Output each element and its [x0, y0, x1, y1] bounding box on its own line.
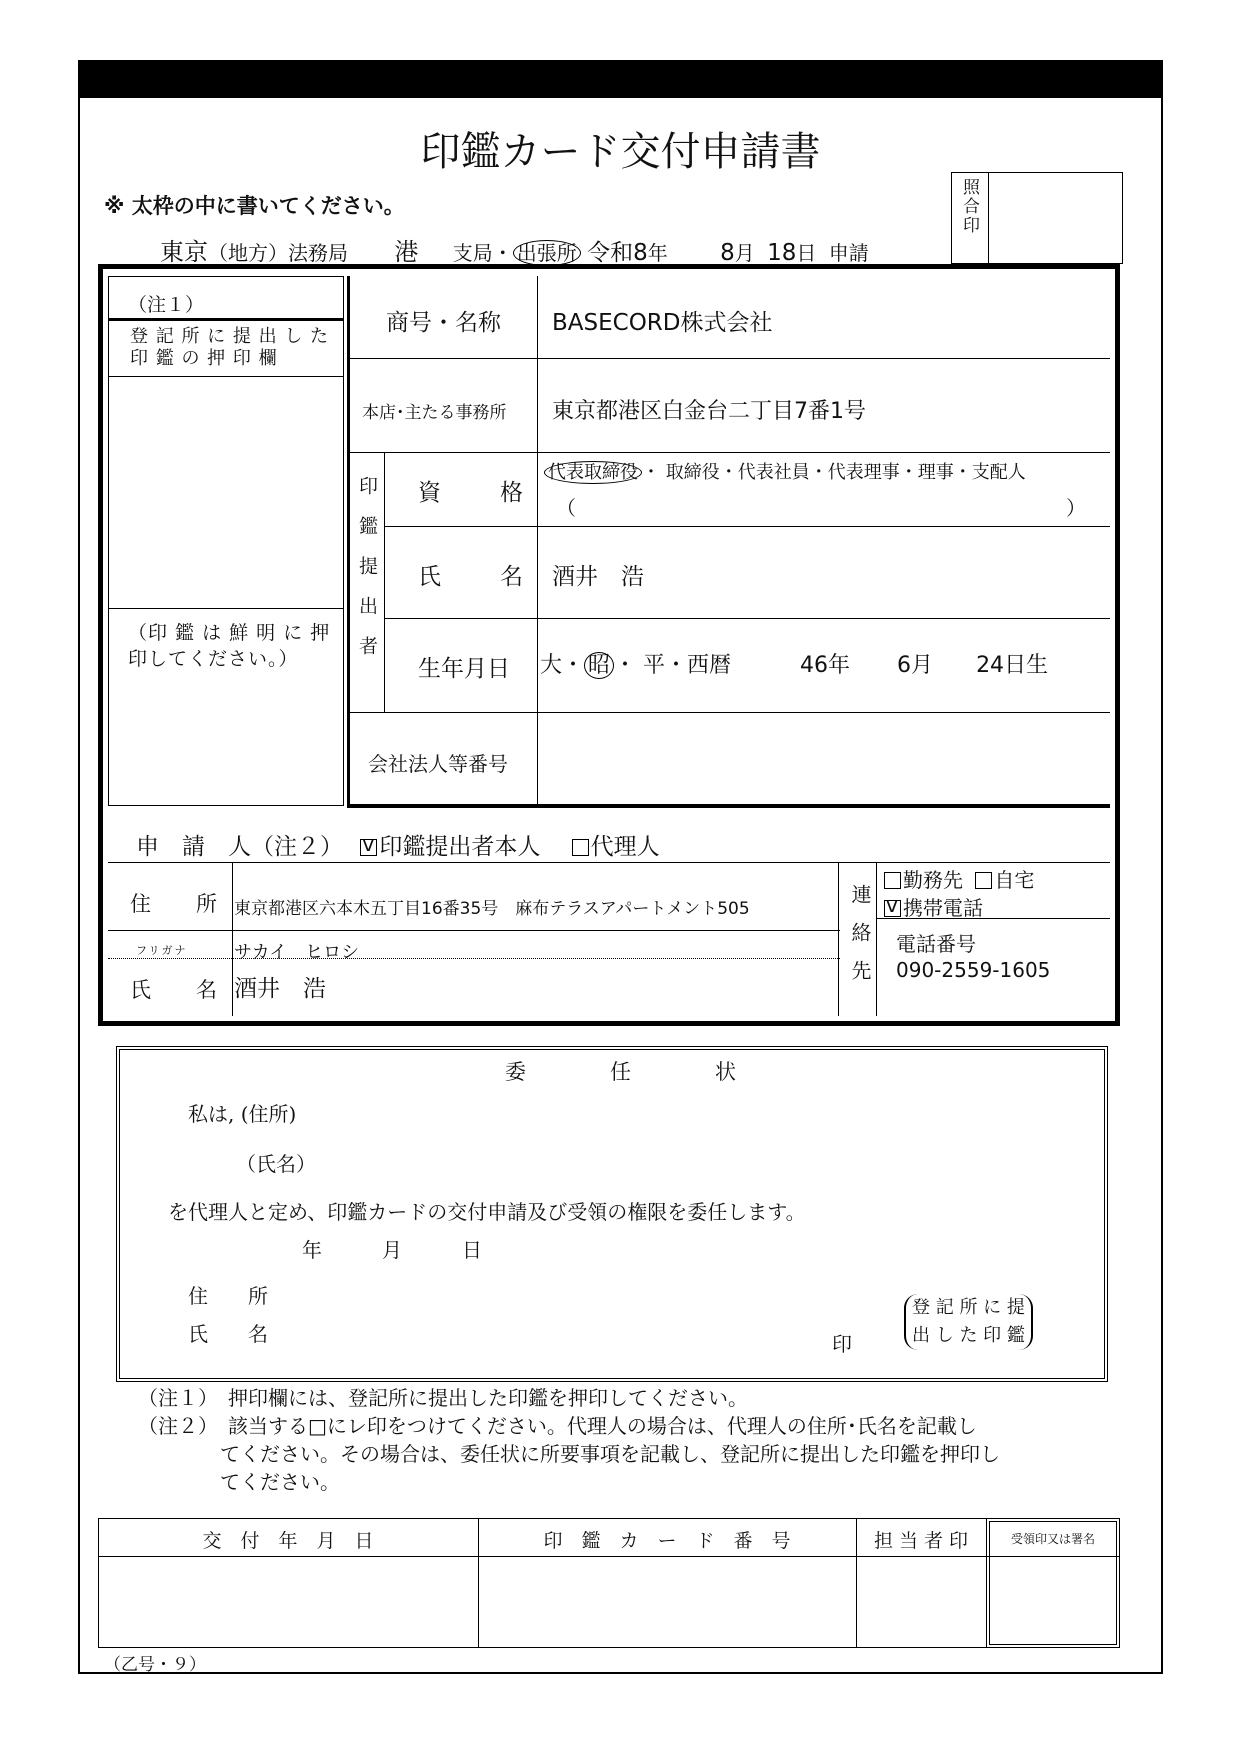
- birth-day-label: 日生: [1004, 653, 1049, 678]
- company-office-value: 東京都港区白金台二丁目7番1号: [552, 399, 866, 424]
- branch-name-value: 港: [394, 238, 419, 266]
- stamp-check-divider: [988, 172, 989, 264]
- chiho-label: （地方）: [208, 241, 288, 265]
- proxy-seal-note-2: 出 し た 印 鑑: [912, 1325, 1025, 1346]
- corp-number-value[interactable]: [552, 746, 1092, 776]
- proxy-name-line: （氏名）: [236, 1152, 316, 1176]
- company-name-value: BASECORD株式会社: [552, 310, 773, 336]
- seal-column-footer: （印 鑑 は 鮮 明 に 押 印してください。）: [128, 622, 331, 670]
- company-name-label: 商号・名称: [386, 310, 501, 336]
- suffix-label-circled: 出張所: [513, 240, 581, 266]
- bureau-label: 法務局: [288, 241, 348, 265]
- seal-area-divider: [108, 608, 344, 609]
- note2-line2: てください。その場合は、委任状に所要事項を記載し、登記所に提出した印鑑を押印し: [220, 1442, 1000, 1466]
- proxy-address-label: 住 所: [188, 1284, 278, 1308]
- contact-work-checkbox[interactable]: [884, 872, 901, 889]
- contact-mobile-checkbox[interactable]: [884, 900, 901, 917]
- note1: [138, 1384, 1000, 1412]
- contact-label: 連絡先: [848, 884, 872, 998]
- contact-home-checkbox[interactable]: [975, 872, 992, 889]
- applicant-name-value: 酒井 浩: [234, 976, 326, 1002]
- proxy-date-line: 年 月 日: [302, 1238, 482, 1262]
- row-divider-1: [347, 358, 1110, 359]
- applicant-address-value: 東京都港区六本木五丁目16番35号 麻布テラスアパートメント505: [234, 899, 750, 919]
- proxy-name-label: 氏 名: [188, 1322, 278, 1346]
- grid-value-divider: [537, 276, 538, 806]
- day-value: 18: [767, 240, 797, 266]
- birth-day-value: 24: [976, 653, 1005, 678]
- form-title: 印鑑カード交付申請書: [420, 129, 821, 175]
- month-value: 8: [720, 240, 735, 266]
- applicant-top-line: [108, 862, 1110, 863]
- birth-year-label: 年: [828, 653, 851, 678]
- applicant-agent-checkbox[interactable]: [572, 839, 589, 856]
- birth-date-label: 生年月日: [418, 656, 510, 682]
- apply-label: 申請: [828, 241, 869, 265]
- contact-work-label: 勤務先: [903, 868, 963, 892]
- applicant-row: [136, 828, 660, 861]
- applicant-label-divider: [232, 862, 233, 1016]
- era-showa-circled: 昭: [584, 652, 614, 679]
- proxy-title: 委 任 状: [505, 1060, 736, 1084]
- contact-options-row1: [884, 864, 1034, 893]
- submitter-group-label: 印鑑提出者: [356, 476, 378, 676]
- row-divider-5: [347, 712, 1110, 713]
- phone-value: 090-2559-1605: [896, 958, 1051, 982]
- proxy-statement: を代理人と定め、印鑑カードの交付申請及び受領の権限を委任します。: [168, 1200, 806, 1224]
- year-label: 年: [647, 241, 668, 265]
- qualification-paren-open: （: [556, 496, 576, 520]
- note2-line3: てください。: [220, 1470, 340, 1494]
- furigana-value: サカイ ヒロシ: [234, 942, 360, 963]
- seal-note-label: （注１）: [128, 294, 205, 316]
- era-taisho: 大・: [540, 653, 585, 678]
- phone-label: 電話番号: [896, 932, 976, 956]
- qualification-options: [544, 458, 1026, 484]
- card-number-label: 印 鑑 カ ー ド 番 号: [543, 1530, 791, 1552]
- note2: [138, 1412, 1000, 1440]
- grid-bottom-edge: [347, 804, 1110, 808]
- note2-label: （注２）: [138, 1414, 208, 1438]
- submitter-group-divider: [384, 452, 385, 712]
- qualification-selected: 代表取締役: [544, 461, 642, 484]
- row-divider-2: [347, 452, 1110, 453]
- corp-number-label: 会社法人等番号: [368, 752, 508, 776]
- applicant-address-label: 住 所: [130, 892, 229, 916]
- applicant-agent-label: 代理人: [590, 834, 660, 860]
- proxy-seal-note-1: 登 記 所 に 提: [912, 1297, 1025, 1318]
- company-office-label: 本店･主たる事務所: [362, 403, 507, 423]
- applicant-label: 申 請 人（注２）: [136, 834, 343, 860]
- notes-block: [138, 1384, 1000, 1496]
- proxy-seal-note: [904, 1294, 1033, 1350]
- furigana-dotted-line: [108, 958, 840, 959]
- submitter-name-label: 氏 名: [418, 564, 541, 590]
- proxy-address-line: 私は, (住所): [188, 1102, 297, 1126]
- qualification-paren-close: ）: [1066, 496, 1086, 520]
- birth-year-value: 46: [800, 653, 829, 678]
- stamp-check-label: 照合印: [959, 178, 979, 235]
- note1-label: （注１）: [138, 1386, 208, 1410]
- birth-date-row: [540, 648, 1048, 679]
- applicant-name-label: 氏 名: [130, 978, 229, 1002]
- receipt-header-line: [986, 1556, 1120, 1557]
- furigana-label: フリガナ: [136, 944, 188, 957]
- seal-note-divider: [108, 318, 344, 321]
- submitter-name-value: 酒井 浩: [552, 564, 644, 590]
- contact-left-divider: [838, 862, 839, 1016]
- office-line: [160, 232, 869, 267]
- prefecture-value: 東京: [160, 238, 208, 266]
- birth-month-value: 6: [897, 653, 912, 678]
- contact-home-label: 自宅: [994, 868, 1035, 892]
- receipt-label: 受領印又は署名: [1010, 1532, 1095, 1546]
- seal-title-divider: [108, 376, 344, 377]
- qualification-label: 資 格: [418, 480, 541, 506]
- qualification-others: ・ 取締役・代表社員・代表理事・理事・支配人: [642, 462, 1026, 483]
- era-rest: ・ 平・西暦: [614, 653, 732, 678]
- contact-mobile-label: 携帯電話: [903, 896, 983, 920]
- seal-column-title: 登 記 所 に 提 出 し た 印 鑑 の 押 印 欄: [130, 326, 330, 369]
- issue-date-label: 交 付 年 月 日: [202, 1530, 374, 1552]
- grid-left-edge: [347, 276, 350, 806]
- top-black-band: [78, 60, 1163, 98]
- applicant-self-checkbox[interactable]: [360, 839, 377, 856]
- staff-seal-label: 担 当 者 印: [873, 1530, 969, 1552]
- note2-line1: 該当する□にレ印をつけてください。代理人の場合は、代理人の住所･氏名を記載し: [228, 1414, 977, 1438]
- contact-label-divider: [876, 862, 877, 1016]
- branch-label: 支局・: [452, 241, 513, 265]
- row-divider-4: [384, 618, 1110, 619]
- note1-text: 押印欄には、登記所に提出した印鑑を押印してください。: [228, 1386, 748, 1410]
- day-label: 日: [796, 241, 817, 265]
- applicant-self-label: 印鑑提出者本人: [379, 834, 541, 860]
- applicant-address-line: [108, 930, 840, 931]
- form-code: （乙号・９）: [104, 1655, 206, 1675]
- proxy-seal-label: 印: [832, 1332, 852, 1356]
- contact-options-row2: [884, 892, 983, 921]
- row-divider-3: [384, 526, 1110, 527]
- birth-month-label: 月: [911, 653, 934, 678]
- office-use-header-line: [98, 1556, 1120, 1557]
- instruction-text: ※ 太枠の中に書いてください。: [104, 194, 405, 218]
- era-value: 令和8: [587, 240, 648, 266]
- month-label: 月: [734, 241, 755, 265]
